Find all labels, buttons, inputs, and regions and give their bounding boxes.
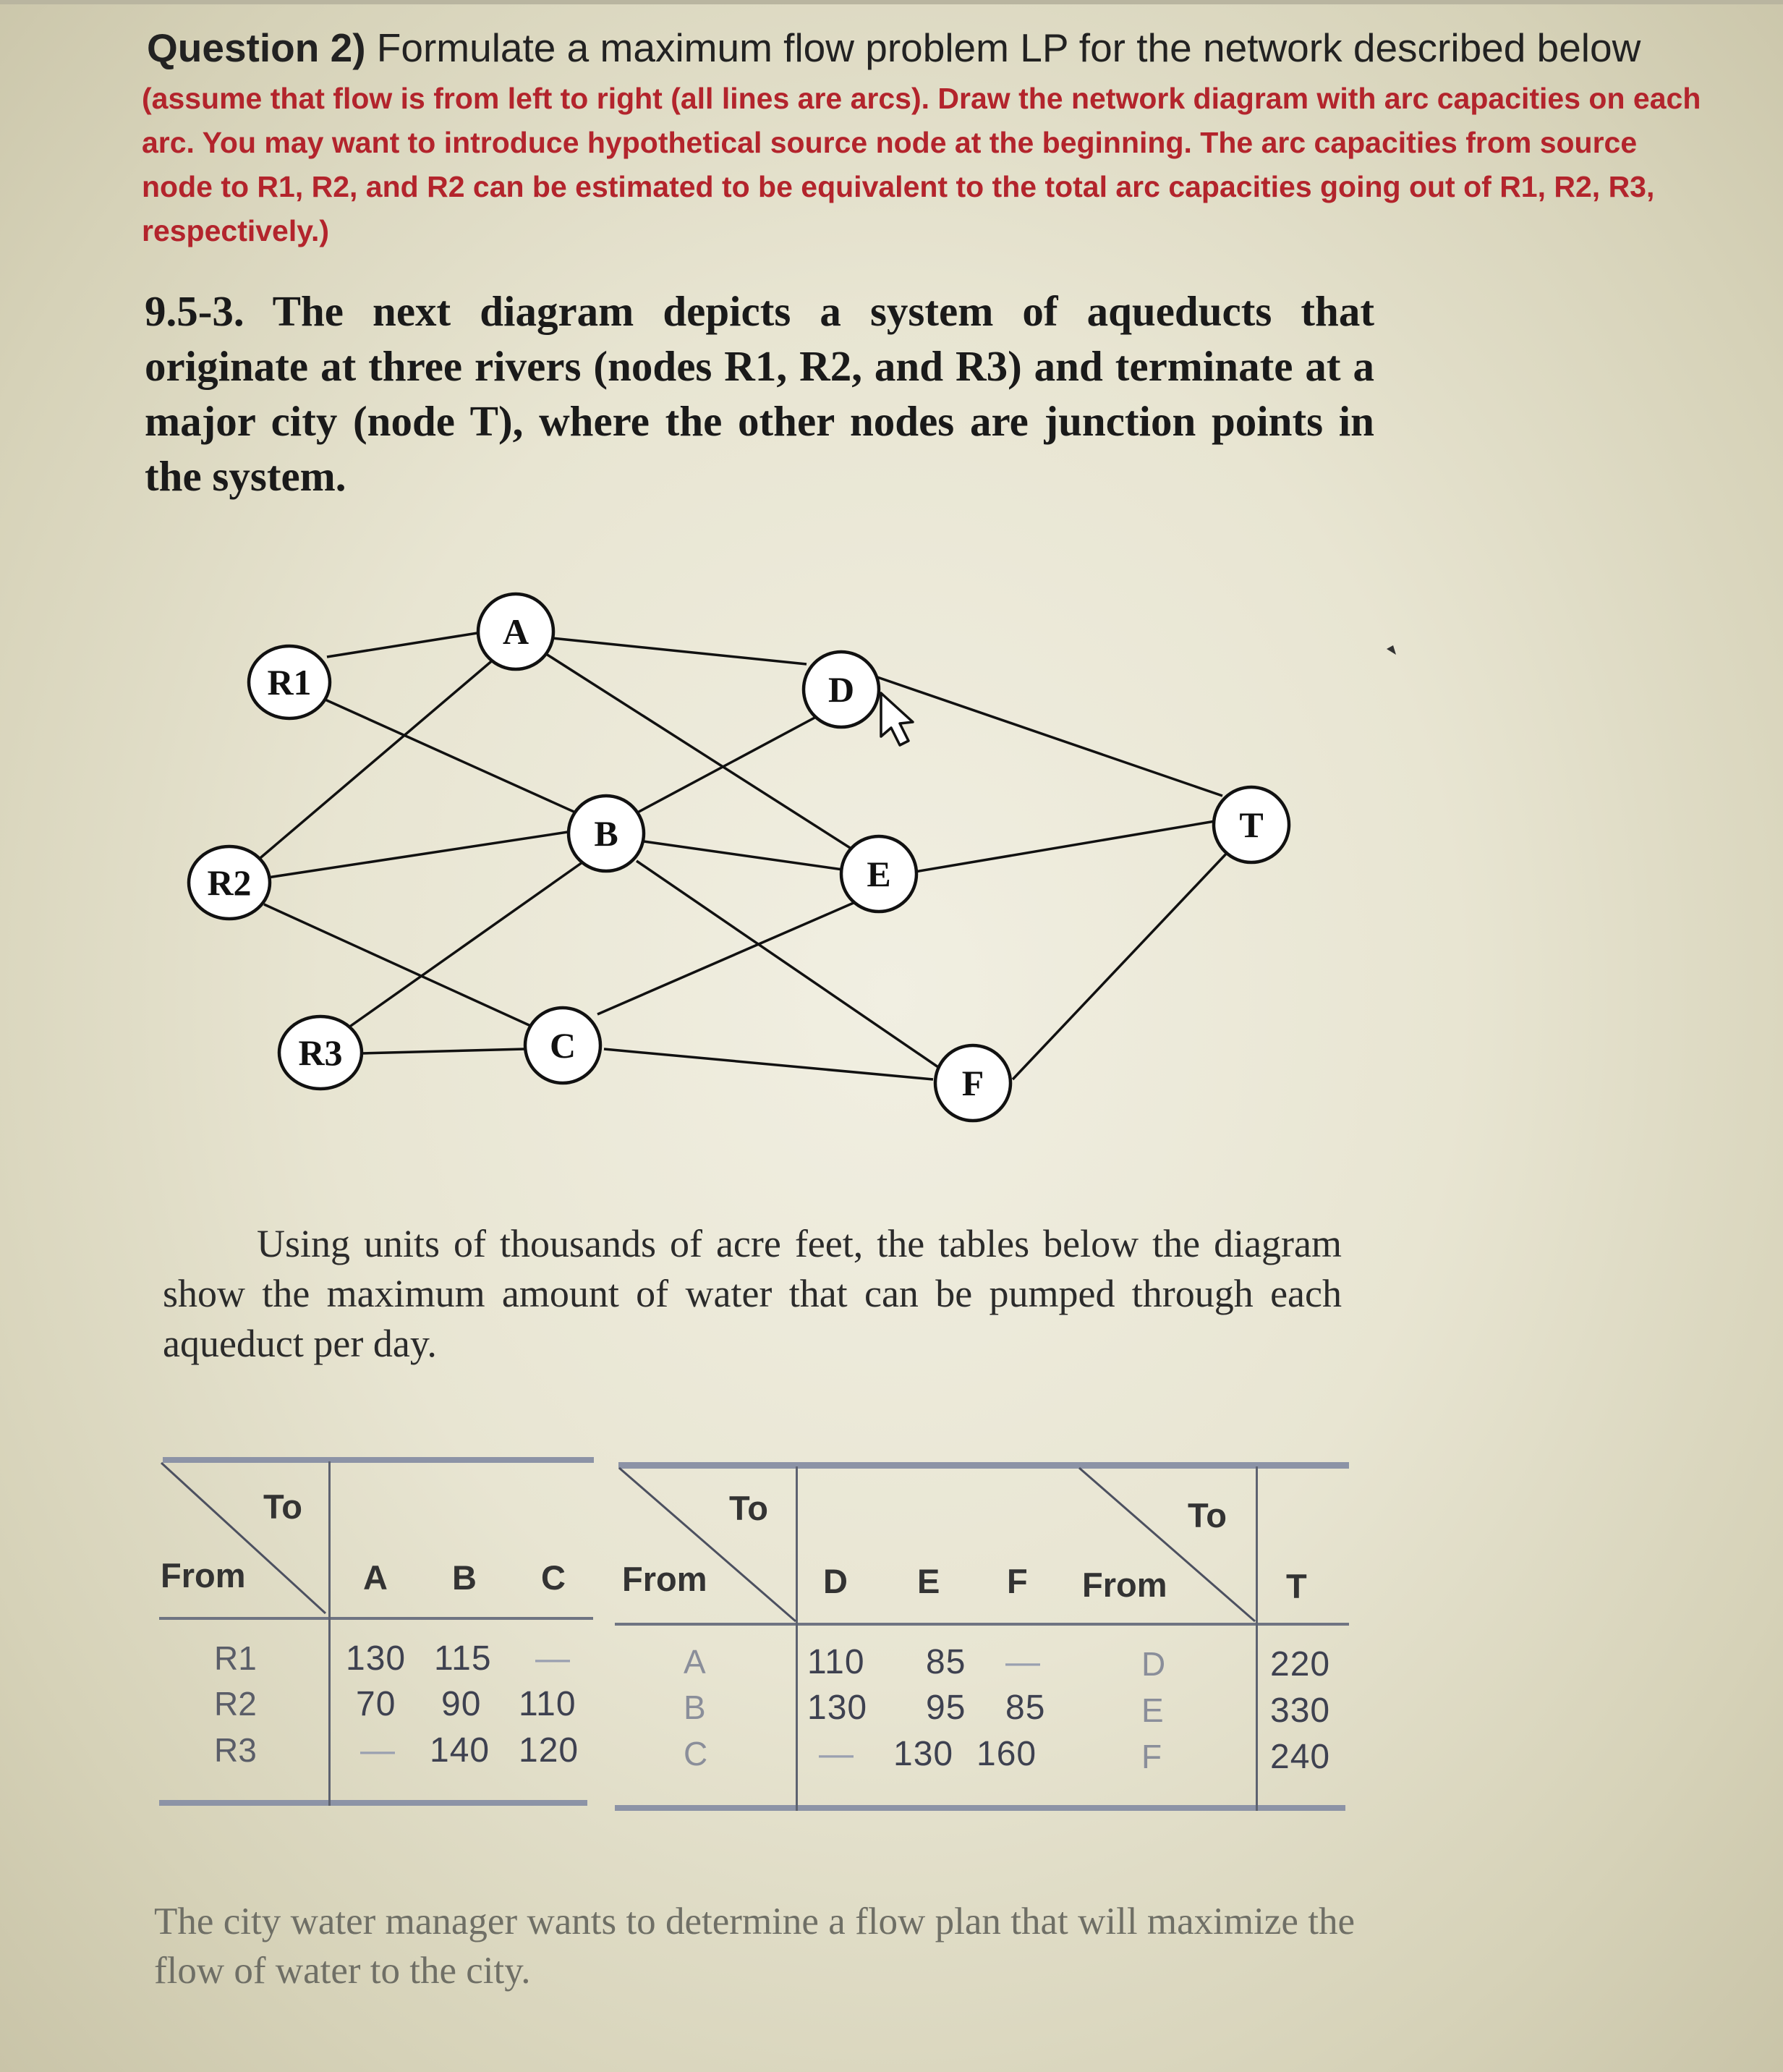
- node-b-label: B: [594, 813, 618, 854]
- node-f-label: F: [961, 1063, 984, 1103]
- cell-c-e: 130: [893, 1735, 954, 1773]
- arc-r1-b: [322, 698, 579, 814]
- arcs: [257, 633, 1230, 1079]
- cell-r3-c: 120: [519, 1731, 579, 1770]
- row-label-a: A: [684, 1643, 706, 1681]
- arc-r2-c: [264, 904, 534, 1027]
- cell-e-t: 330: [1270, 1691, 1331, 1730]
- arc-r2-b: [268, 832, 568, 878]
- node-d-label: D: [827, 669, 855, 710]
- units-paragraph: [163, 1219, 1342, 1369]
- node-a-label: A: [502, 611, 529, 652]
- arc-e-t: [915, 821, 1215, 872]
- from-label: From: [1082, 1566, 1167, 1604]
- node-r2: [189, 846, 270, 919]
- node-c: [525, 1008, 600, 1083]
- cell-r2-b: 90: [441, 1685, 482, 1723]
- row-label-d: D: [1141, 1645, 1166, 1683]
- cell-c-d: —: [819, 1735, 854, 1773]
- cell-b-e: 95: [926, 1689, 966, 1727]
- arc-c-f: [604, 1049, 933, 1079]
- closing-paragraph: The city water manager wants to determine a flow plan that will maximize the flow of water to the city.: [154, 1901, 1355, 1992]
- cell-d-t: 220: [1270, 1645, 1331, 1684]
- cell-r1-a: 130: [346, 1639, 407, 1678]
- row-label-r2: R2: [214, 1685, 257, 1723]
- row-label-c: C: [684, 1735, 708, 1772]
- row-label-r3: R3: [214, 1731, 257, 1769]
- arc-a-d: [552, 638, 807, 664]
- node-r1: [249, 646, 330, 718]
- cell-c-f: 160: [976, 1735, 1037, 1773]
- header-diagonal: [615, 1466, 803, 1626]
- col-header-c: C: [541, 1558, 566, 1597]
- cell-r1-b: 115: [434, 1639, 492, 1678]
- to-label: To: [1188, 1496, 1227, 1534]
- problem-statement: 9.5-3. The next diagram depicts a system of aqueducts that originate at three rivers (nodes R1, R2, and R3) and terminate at a major city (node T), where the other nodes are junction points in the system.: [145, 287, 1374, 500]
- col-header-f: F: [1007, 1562, 1028, 1600]
- capacity-table-junctions: [615, 1458, 1349, 1816]
- cell-a-f: —: [1005, 1643, 1041, 1681]
- node-c-label: C: [549, 1025, 576, 1066]
- from-label: From: [622, 1560, 707, 1598]
- arc-r1-a: [327, 633, 477, 657]
- question-title-text: Formulate a maximum flow problem LP for the network described below: [365, 25, 1641, 70]
- arc-r3-b: [344, 857, 590, 1031]
- node-r2-label: R2: [207, 862, 252, 903]
- capacity-table-rivers: [159, 1454, 593, 1809]
- cell-r3-b: 140: [430, 1731, 490, 1770]
- from-label: From: [161, 1556, 246, 1595]
- units-text: Using units of thousands of acre feet, the tables below the diagram show the maximum amount of water that can be pumped through each aqueduct per day.: [163, 1222, 1342, 1365]
- arc-b-e: [644, 841, 843, 870]
- question-note: (assume that flow is from left to right (all lines are arcs). Draw the network diagram with arc capacities on each arc. You may want to introduce hypothetical source node at the beginning. The arc capacities from source node to R1, R2, and R2 can be estimated to be equivalent to the total arc capacities going out of R1, R2, R3, respectively.): [142, 82, 1701, 247]
- header-diagonal: [159, 1460, 330, 1619]
- arc-r3-c: [362, 1049, 524, 1053]
- col-header-t: T: [1286, 1567, 1307, 1605]
- node-a: [478, 594, 553, 669]
- node-t-label: T: [1239, 804, 1264, 845]
- cell-f-t: 240: [1270, 1738, 1331, 1776]
- table-bottom-rule: [615, 1805, 1345, 1811]
- arc-d-t: [875, 676, 1222, 796]
- node-r3: [279, 1016, 362, 1089]
- cell-a-e: 85: [926, 1643, 966, 1681]
- stray-mark: [1387, 645, 1396, 655]
- node-t: [1214, 787, 1289, 862]
- node-b: [569, 796, 644, 871]
- cell-r2-a: 70: [356, 1685, 396, 1723]
- col-header-e: E: [917, 1562, 940, 1600]
- row-label-f: F: [1141, 1738, 1162, 1775]
- row-label-r1: R1: [214, 1639, 257, 1677]
- row-label-b: B: [684, 1689, 706, 1726]
- table-bottom-rule: [159, 1800, 587, 1806]
- cell-b-d: 130: [807, 1689, 868, 1727]
- question-number: Question 2): [147, 25, 366, 70]
- to-label: To: [729, 1489, 768, 1527]
- to-label: To: [263, 1487, 302, 1526]
- row-label-e: E: [1141, 1691, 1164, 1729]
- node-r1-label: R1: [267, 662, 312, 702]
- col-header-d: D: [823, 1562, 848, 1600]
- cell-r1-c: —: [535, 1639, 571, 1678]
- node-d: [804, 652, 879, 727]
- col-header-b: B: [452, 1558, 477, 1597]
- cell-b-f: 85: [1005, 1689, 1046, 1727]
- cell-r2-c: 110: [519, 1685, 576, 1723]
- cell-r3-a: —: [360, 1731, 396, 1770]
- node-f: [935, 1045, 1010, 1121]
- arc-c-e: [597, 903, 854, 1014]
- node-r3-label: R3: [298, 1032, 343, 1073]
- arc-f-t: [1013, 850, 1230, 1079]
- node-e-label: E: [867, 854, 891, 894]
- node-e: [841, 836, 916, 912]
- col-header-a: A: [363, 1558, 388, 1597]
- arc-b-d: [631, 716, 817, 816]
- cell-a-d: 110: [807, 1643, 865, 1681]
- mouse-pointer-icon: [881, 693, 913, 745]
